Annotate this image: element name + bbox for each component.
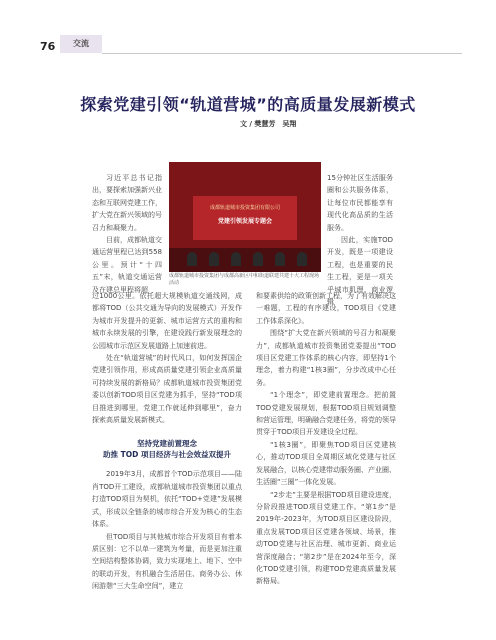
paragraph: 因此，实施TOD开发，既是一项建设工程，也是重要的民生工程，更是一项关乎城市肌理、商业逻辑 — [327, 236, 393, 307]
photo-banner-line2: 党建引领发展专题会 — [217, 218, 272, 225]
article-photo — [169, 162, 321, 272]
page-number: 76 — [40, 40, 56, 53]
column-a-bottom — [92, 290, 242, 593]
paragraph: “2步走”主要是根据TOD项目建设进度，分阶段推进TOD项目党建工作。“第1步”是2019年-2023年，为TOD项目区建设阶段，重点发展TOD项目区党建各领域、场景，推动TOD党建与社区治理、城市更新、商业运营深度融合；“第2步”是在2024年至今，深化TOD党建引领，构建TOD党建高质量发展新格局。 — [256, 490, 396, 586]
subheading-line1: 坚持党建前置理念 — [137, 439, 197, 449]
photo-person — [209, 252, 219, 266]
photo-person — [253, 252, 263, 266]
paragraph: “1核3圈”，即聚焦TOD项目区党建核心，推动TOD项目全周期区域化党建与社区发展融合，以核心党建带动服务圈、产业圈、生活圈“三圈”一体化发展。 — [256, 440, 396, 487]
paragraph: “1个理念”，即党建前置理念。把前置TOD党建发展规划，根据TOD项目规划调整和营运管理，明确融合党建任务，将党的领导贯穿于TOD项目开发建设全过程。 — [256, 391, 396, 437]
column-b-bottom — [256, 290, 396, 588]
page-header — [0, 34, 496, 58]
paragraph: 2019年3月，成都首个TOD示范项目——陆肖TOD开工建设，成都轨道城市投资集团以重点打造TOD项目为契机，依托“TOD+党建”发展模式，形成以全链条的城市综合开发为核心的生态体系。 — [92, 470, 242, 529]
photo-person — [231, 252, 241, 266]
paragraph: 目前，成都轨道交通运营里程已达到558公里。预计“十四五”末，轨道交通运营及在建总里程将超 — [92, 236, 162, 294]
paragraph: 过1000公里。依托超大规模轨道交通线网，成都将TOD（公共交通为导向的发展模式）开发作为城市开发提升的更新、城市运营方式的重构和城市永续发展的引擎，在建设践行新发展理念的公园城市示范区发展道路上加速前进。 — [92, 292, 242, 350]
column-b-top — [327, 172, 393, 308]
article-byline: 文 / 樊慧芳 吴翔 — [240, 120, 297, 128]
paragraph: 处在“轨道营城”的时代风口，如何发挥国企党建引领作用，形成高质量党建引领企业高质量可持续发展的新格局？成都轨道城市投资集团党委以创新TOD项目区党建为抓手，坚持“TOD项目推进到哪里，党建工作就延伸到哪里”，奋力探索高质量发展新模式。 — [92, 354, 242, 425]
article-title: 探索党建引领“轨道营城”的高质量发展新模式 — [80, 95, 416, 114]
paragraph: 15分钟社区生活服务圈和公共服务体系，让每位市民都能享有现代化高品质的生活服务。 — [327, 174, 393, 232]
section-label: 交流 — [60, 35, 102, 53]
photo-person — [297, 252, 307, 266]
header-rule — [102, 53, 462, 54]
photo-person — [275, 252, 285, 266]
subheading-line2: 助推 TOD 项目经济与社会效益双提升 — [103, 450, 231, 460]
paragraph: 围绕“扩大党在新兴领域的号召力和凝聚力”，成都轨道城市投资集团党委提出“TOD项目区党建工作体系的核心内容，即坚持1个理念，着力构建“1核3圈”，分步改成中心任务。 — [256, 329, 396, 387]
column-a-top — [92, 172, 162, 296]
photo-caption: 成都轨道城市投资集团与成都高新区中和街道联建共建十大工程现场活动 — [169, 273, 320, 286]
photo-banner-line1: 成都轨道城市投资集团有限公司 — [209, 205, 280, 211]
paragraph: 习近平总书记指出，要探索加强新兴业态和互联网党建工作，扩大党在新兴领域的号召力和凝聚力。 — [92, 174, 162, 232]
paragraph: 和要素供给的政策创新工程，为了有效解决这一难题，工程的有序建设，TOD项目《党建工作体系深化》。 — [256, 292, 396, 325]
photo-person — [187, 252, 197, 266]
paragraph: 但TOD项目与其他城市综合开发项目有着本质区别：它不以单一建筑为考量，而是更加注重空间结构整体协调，致力实现地上、地下、空中的联动开发，有机融合生活居住、商务办公、休闲游憩“三大生命空间”，建立 — [92, 532, 242, 591]
